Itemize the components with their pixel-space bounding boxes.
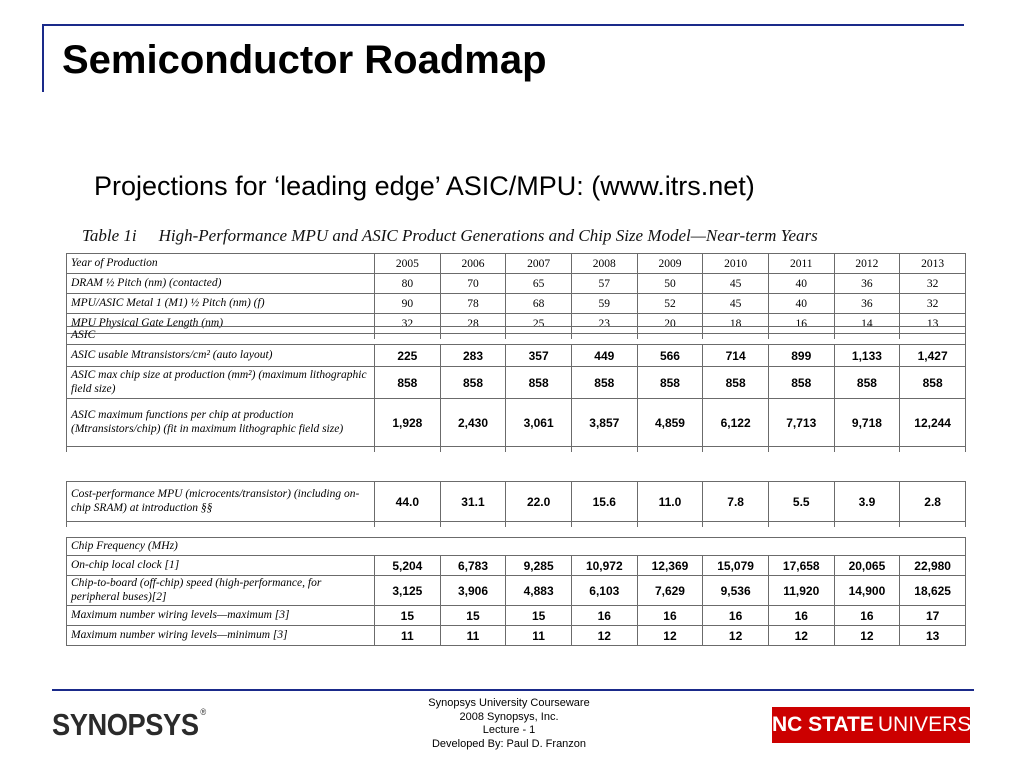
cell-value: 858 [440, 367, 506, 399]
cell-value: 3,906 [440, 576, 506, 606]
separator-cell [637, 522, 703, 528]
cell-value: 15 [375, 606, 441, 626]
row-label: DRAM ½ Pitch (nm) (contacted) [67, 274, 375, 294]
cell-value: 68 [506, 294, 572, 314]
asic-section-title: ASIC [67, 327, 966, 345]
cell-value: 1,928 [375, 399, 441, 447]
table-caption-number: Table 1i [82, 226, 137, 245]
row-separator [67, 447, 966, 453]
cell-value: 12,244 [900, 399, 966, 447]
cell-value: 15,079 [703, 556, 769, 576]
cell-value: 7.8 [703, 482, 769, 522]
separator-cell [506, 447, 572, 453]
registered-mark: ® [200, 707, 206, 717]
cell-value: 16 [571, 606, 637, 626]
cell-value: 45 [703, 274, 769, 294]
cell-value: 65 [506, 274, 572, 294]
cell-value: 858 [571, 367, 637, 399]
separator-cell [440, 522, 506, 528]
separator-cell [67, 522, 375, 528]
cell-value: 714 [703, 345, 769, 367]
cell-value: 44.0 [375, 482, 441, 522]
cell-value: 11 [440, 626, 506, 646]
table-row [67, 556, 966, 576]
year-header: 2007 [506, 254, 572, 274]
cell-value: 3,857 [571, 399, 637, 447]
cell-value: 2,430 [440, 399, 506, 447]
year-header: 2010 [703, 254, 769, 274]
row-label: Maximum number wiring levels—maximum [3] [67, 606, 375, 626]
cell-value: 858 [375, 367, 441, 399]
ncsu-logo [772, 707, 1004, 743]
cell-value: 899 [768, 345, 834, 367]
cell-value: 858 [834, 367, 900, 399]
cell-value: 5.5 [768, 482, 834, 522]
left-accent-rule [42, 24, 44, 92]
cell-value: 18,625 [900, 576, 966, 606]
separator-cell [67, 447, 375, 453]
cell-value: 25 [506, 314, 572, 334]
separator-cell [375, 447, 441, 453]
cell-value: 16 [834, 606, 900, 626]
cell-value: 1,133 [834, 345, 900, 367]
cell-value: 40 [768, 294, 834, 314]
ncsu-logo-rest: UNIVERSITY [877, 713, 1004, 736]
cell-value: 50 [637, 274, 703, 294]
cell-value: 858 [506, 367, 572, 399]
separator-cell [900, 522, 966, 528]
year-header: 2008 [571, 254, 637, 274]
row-label: Cost-performance MPU (microcents/transistor) (including on-chip SRAM) at introduction §§ [67, 482, 375, 522]
footer-line: Developed By: Paul D. Franzon [431, 737, 587, 750]
cell-value: 12 [637, 626, 703, 646]
table-row [67, 345, 966, 367]
cell-value: 4,859 [637, 399, 703, 447]
bottom-accent-rule [52, 689, 974, 691]
cell-value: 858 [637, 367, 703, 399]
slide-subtitle: Projections for ‘leading edge’ ASIC/MPU: (www.itrs.net) [94, 171, 755, 201]
separator-cell [703, 522, 769, 528]
cell-value: 16 [703, 606, 769, 626]
cell-value: 12 [571, 626, 637, 646]
cell-value: 1,427 [900, 345, 966, 367]
cell-value: 17,658 [768, 556, 834, 576]
table-row [67, 576, 966, 606]
cell-value: 283 [440, 345, 506, 367]
cell-value: 57 [571, 274, 637, 294]
cell-value: 15 [440, 606, 506, 626]
cell-value: 16 [768, 314, 834, 334]
cell-value: 11,920 [768, 576, 834, 606]
cell-value: 3.9 [834, 482, 900, 522]
table-caption [82, 226, 818, 246]
separator-cell [834, 522, 900, 528]
cell-value: 12 [703, 626, 769, 646]
cell-value: 31.1 [440, 482, 506, 522]
separator-cell [506, 522, 572, 528]
roadmap-table-cost [66, 481, 966, 527]
cell-value: 22.0 [506, 482, 572, 522]
row-label: On-chip local clock [1] [67, 556, 375, 576]
table-row [67, 274, 966, 294]
separator-cell [375, 522, 441, 528]
slide-title: Semiconductor Roadmap [62, 38, 547, 82]
year-header: 2013 [900, 254, 966, 274]
cell-value: 17 [900, 606, 966, 626]
cell-value: 16 [637, 606, 703, 626]
year-header: 2011 [768, 254, 834, 274]
row-label: MPU Physical Gate Length (nm) [67, 314, 375, 334]
roadmap-table-asic [66, 326, 966, 452]
table-row [67, 399, 966, 447]
cell-value: 59 [571, 294, 637, 314]
cell-value: 23 [571, 314, 637, 334]
cell-value: 4,883 [506, 576, 572, 606]
year-header: 2005 [375, 254, 441, 274]
year-header: 2012 [834, 254, 900, 274]
cell-value: 32 [900, 294, 966, 314]
cell-value: 7,629 [637, 576, 703, 606]
cell-value: 70 [440, 274, 506, 294]
cell-value: 9,536 [703, 576, 769, 606]
table-row [67, 626, 966, 646]
cell-value: 10,972 [571, 556, 637, 576]
cell-value: 9,285 [506, 556, 572, 576]
cell-value: 15.6 [571, 482, 637, 522]
table-row [67, 327, 966, 345]
cell-value: 858 [768, 367, 834, 399]
cell-value: 9,718 [834, 399, 900, 447]
cell-value: 858 [703, 367, 769, 399]
separator-cell [900, 447, 966, 453]
cell-value: 2.8 [900, 482, 966, 522]
cell-value: 16 [768, 606, 834, 626]
cell-value: 32 [375, 314, 441, 334]
synopsys-logo [52, 707, 206, 743]
cell-value: 22,980 [900, 556, 966, 576]
separator-cell [703, 447, 769, 453]
cell-value: 52 [637, 294, 703, 314]
cell-value: 80 [375, 274, 441, 294]
cell-value: 449 [571, 345, 637, 367]
table-row [67, 606, 966, 626]
year-header: 2006 [440, 254, 506, 274]
cell-value: 14,900 [834, 576, 900, 606]
separator-cell [571, 447, 637, 453]
cell-value: 78 [440, 294, 506, 314]
cell-value: 858 [900, 367, 966, 399]
table-row [67, 367, 966, 399]
cell-value: 11 [375, 626, 441, 646]
roadmap-table-frequency [66, 537, 966, 646]
cell-value: 20,065 [834, 556, 900, 576]
cell-value: 12 [834, 626, 900, 646]
cell-value: 36 [834, 274, 900, 294]
cell-value: 15 [506, 606, 572, 626]
cell-value: 357 [506, 345, 572, 367]
cell-value: 36 [834, 294, 900, 314]
separator-cell [834, 447, 900, 453]
table-row [67, 538, 966, 556]
table-caption-title: High-Performance MPU and ASIC Product Generations and Chip Size Model—Near-term Years [158, 226, 818, 245]
cell-value: 6,103 [571, 576, 637, 606]
footer-credits [380, 697, 638, 751]
cell-value: 12 [768, 626, 834, 646]
cell-value: 7,713 [768, 399, 834, 447]
cell-value: 14 [834, 314, 900, 334]
frequency-section-title: Chip Frequency (MHz) [67, 538, 966, 556]
top-accent-rule [42, 24, 964, 26]
separator-cell [768, 522, 834, 528]
cell-value: 18 [703, 314, 769, 334]
cell-value: 566 [637, 345, 703, 367]
footer-line: Synopsys University Courseware [428, 697, 590, 709]
cell-value: 13 [900, 314, 966, 334]
cell-value: 3,125 [375, 576, 441, 606]
row-label: Chip-to-board (off-chip) speed (high-performance, for peripheral buses)[2] [67, 576, 375, 606]
separator-cell [440, 447, 506, 453]
row-separator [67, 522, 966, 528]
footer-line: 2008 Synopsys, Inc. [459, 710, 559, 723]
ncsu-logo-strong: NC STATE [772, 713, 874, 736]
cell-value: 90 [375, 294, 441, 314]
separator-cell [637, 447, 703, 453]
cell-value: 6,122 [703, 399, 769, 447]
table-row [67, 294, 966, 314]
header-label: Year of Production [67, 254, 375, 274]
row-label: ASIC usable Mtransistors/cm² (auto layout) [67, 345, 375, 367]
cell-value: 225 [375, 345, 441, 367]
row-label: ASIC max chip size at production (mm²) (maximum lithographic field size) [67, 367, 375, 399]
cell-value: 11 [506, 626, 572, 646]
cell-value: 28 [440, 314, 506, 334]
row-label: Maximum number wiring levels—minimum [3] [67, 626, 375, 646]
row-label: ASIC maximum functions per chip at production (Mtransistors/chip) (fit in maximum lithographic field size) [67, 399, 375, 447]
separator-cell [571, 522, 637, 528]
cell-value: 40 [768, 274, 834, 294]
cell-value: 32 [900, 274, 966, 294]
cell-value: 5,204 [375, 556, 441, 576]
header-row [67, 254, 966, 274]
cell-value: 11.0 [637, 482, 703, 522]
cell-value: 12,369 [637, 556, 703, 576]
footer-line: Lecture - 1 [482, 724, 536, 736]
table-row [67, 482, 966, 522]
cell-value: 3,061 [506, 399, 572, 447]
cell-value: 6,783 [440, 556, 506, 576]
row-label: MPU/ASIC Metal 1 (M1) ½ Pitch (nm) (f) [67, 294, 375, 314]
cell-value: 45 [703, 294, 769, 314]
synopsys-logo-text: SYNOPSYS [52, 707, 199, 742]
cell-value: 13 [900, 626, 966, 646]
separator-cell [768, 447, 834, 453]
cell-value: 20 [637, 314, 703, 334]
year-header: 2009 [637, 254, 703, 274]
